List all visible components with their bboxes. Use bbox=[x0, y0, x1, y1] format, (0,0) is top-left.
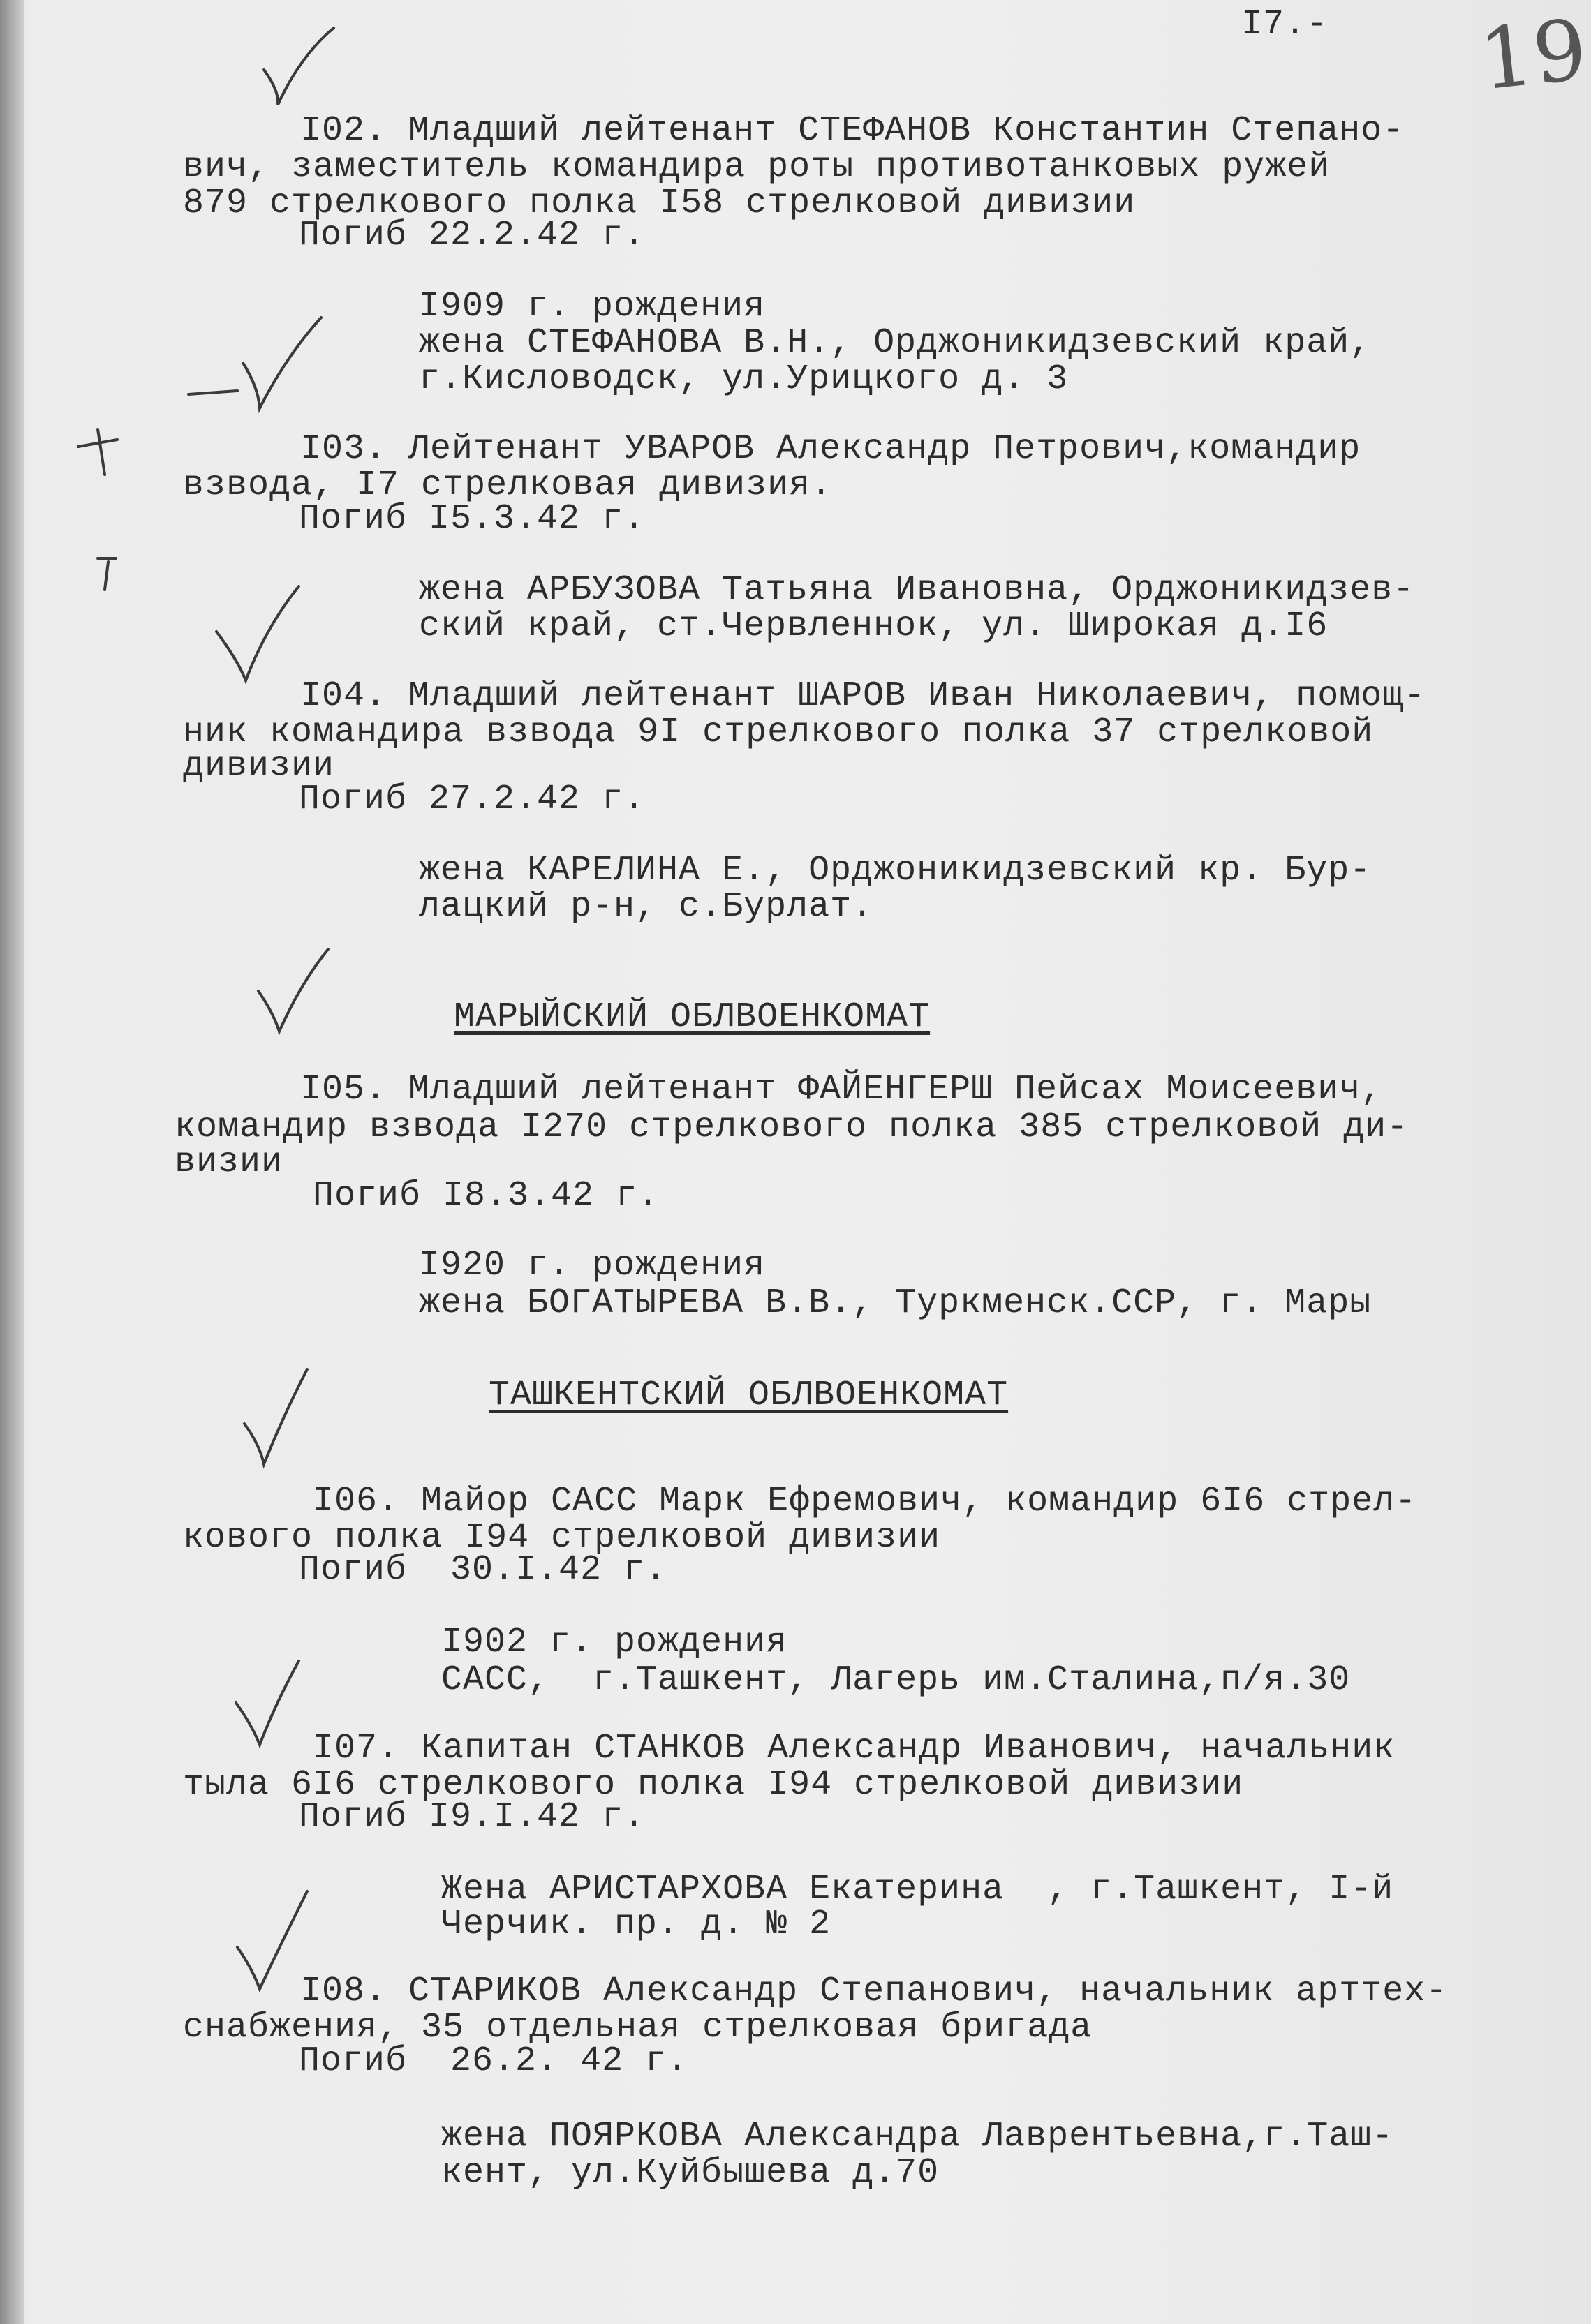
entry-104-line-1: I04. Младший лейтенант ШАРОВ Иван Николаевич, помощ- bbox=[300, 676, 1426, 716]
entry-107-line-2: тыла 6I6 стрелкового полка I94 стрелковой дивизии bbox=[183, 1765, 1244, 1805]
check-mark-107 bbox=[236, 1661, 299, 1745]
entry-107-address: Черчик. пр. д. № 2 bbox=[441, 1905, 831, 1944]
page-number: I7.- bbox=[1241, 5, 1329, 45]
entry-103-relative: жена АРБУЗОВА Татьяна Ивановна, Орджоникидзев- bbox=[419, 570, 1415, 610]
entry-102-address: г.Кисловодск, ул.Урицкого д. 3 bbox=[419, 359, 1069, 399]
heading-mary-oblvoenkomat: МАРЫЙСКИЙ ОБЛВОЕНКОМАТ bbox=[454, 997, 931, 1037]
margin-mark-103b bbox=[98, 558, 116, 590]
entry-104-line-2: ник командира взвода 9I стрелкового полка 37 стрелковой bbox=[183, 713, 1374, 752]
entry-108-death: Погиб 26.2. 42 г. bbox=[299, 2041, 689, 2081]
entry-104-death: Погиб 27.2.42 г. bbox=[299, 780, 646, 819]
entry-108-line-1: I08. СТАРИКОВ Александр Степанович, начальник арттех- bbox=[300, 1972, 1448, 2011]
dash-mark-102 bbox=[188, 391, 237, 394]
check-mark-105 bbox=[258, 949, 328, 1031]
folio-number: 19 bbox=[1475, 1, 1591, 110]
entry-108-relative: жена ПОЯРКОВА Александра Лаврентьевна,г.Таш- bbox=[441, 2117, 1394, 2157]
margin-mark-103 bbox=[78, 429, 117, 475]
check-mark-102-relative bbox=[243, 318, 321, 408]
entry-105-death: Погиб I8.3.42 г. bbox=[313, 1176, 660, 1216]
check-mark-108 bbox=[237, 1891, 307, 1989]
entry-108-address: кент, ул.Куйбышева д.70 bbox=[441, 2153, 940, 2193]
entry-106-birth: I902 г. рождения bbox=[441, 1623, 788, 1662]
check-mark-102 bbox=[264, 28, 334, 105]
entry-105-relative: жена БОГАТЫРЕВА В.В., Туркменск.ССР, г. Мары bbox=[419, 1283, 1372, 1323]
entry-105-line-1: I05. Младший лейтенант ФАЙЕНГЕРШ Пейсах Моисеевич, bbox=[300, 1070, 1383, 1110]
entry-102-line-3: 879 стрелкового полка I58 стрелковой дивизии bbox=[183, 184, 1136, 223]
entry-106-line-2: кового полка I94 стрелковой дивизии bbox=[183, 1518, 941, 1558]
entry-106-death: Погиб 30.I.42 г. bbox=[299, 1550, 667, 1590]
entry-105-birth: I920 г. рождения bbox=[419, 1246, 766, 1286]
entry-102-relative: жена СТЕФАНОВА В.Н., Орджоникидзевский край, bbox=[419, 323, 1372, 363]
entry-104-relative: жена КАРЕЛИНА Е., Орджоникидзевский кр. Бур- bbox=[419, 851, 1372, 891]
entry-106-relative: САСС, г.Ташкент, Лагерь им.Сталина,п/я.30 bbox=[441, 1660, 1351, 1700]
entry-103-line-2: взвода, I7 стрелковая дивизия. bbox=[183, 465, 833, 505]
entry-103-line-1: I03. Лейтенант УВАРОВ Александр Петрович,командир bbox=[300, 429, 1361, 469]
entry-102-birth: I909 г. рождения bbox=[419, 287, 766, 327]
entry-107-relative: Жена АРИСТАРХОВА Екатерина , г.Ташкент, I-й bbox=[441, 1870, 1394, 1909]
check-mark-106 bbox=[244, 1369, 307, 1464]
entry-103-address: ский край, ст.Червленнок, ул. Широкая д.I6 bbox=[419, 606, 1329, 646]
entry-107-line-1: I07. Капитан СТАНКОВ Александр Иванович, начальник bbox=[313, 1729, 1396, 1768]
entry-104-line-3: дивизии bbox=[183, 746, 335, 786]
entry-102-line-2: вич, заместитель командира роты противотанковых ружей bbox=[183, 147, 1331, 187]
entry-105-line-2: командир взвода I270 стрелкового полка 385 стрелковой ди- bbox=[175, 1108, 1409, 1147]
entry-102-death: Погиб 22.2.42 г. bbox=[299, 216, 646, 255]
heading-tashkent-oblvoenkomat: ТАШКЕНТСКИЙ ОБЛВОЕНКОМАТ bbox=[489, 1376, 1009, 1415]
entry-103-death: Погиб I5.3.42 г. bbox=[299, 499, 646, 539]
entry-105-line-3: визии bbox=[175, 1142, 283, 1182]
entry-108-line-2: снабжения, 35 отдельная стрелковая бригада bbox=[183, 2008, 1093, 2048]
entry-107-death: Погиб I9.I.42 г. bbox=[299, 1797, 646, 1837]
check-mark-104 bbox=[216, 586, 299, 680]
entry-104-address: лацкий р-н, с.Бурлат. bbox=[419, 887, 874, 927]
entry-106-line-1: I06. Майор САСС Марк Ефремович, командир 6I6 стрел- bbox=[313, 1482, 1417, 1521]
entry-102-line-1: I02. Младший лейтенант СТЕФАНОВ Константин Степано- bbox=[300, 111, 1405, 151]
